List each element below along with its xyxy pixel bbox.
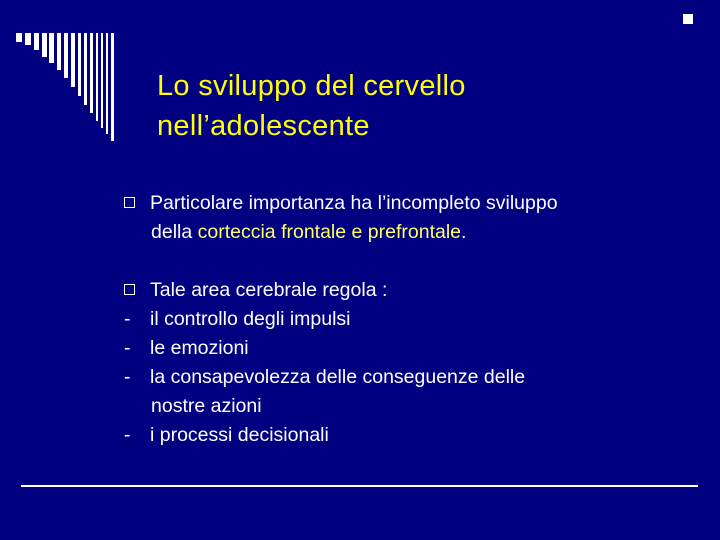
dash-bullet: - xyxy=(124,424,131,446)
stripe-bar xyxy=(34,33,39,50)
stripe-bar xyxy=(78,33,81,96)
slide-body xyxy=(124,189,704,450)
stripe-bar xyxy=(25,33,31,45)
title-line-1: Lo sviluppo del cervello xyxy=(157,70,466,102)
continuation-suffix: . xyxy=(461,221,467,243)
bullet-text: Particolare importanza ha l’incompleto sviluppo xyxy=(150,192,558,214)
stripe-bar xyxy=(57,33,61,70)
list-item-continuation: nostre azioni xyxy=(151,395,262,417)
slide-title xyxy=(157,66,697,146)
stripe-bar xyxy=(90,33,93,113)
stripe-bar xyxy=(111,33,114,141)
bullet-text: Tale area cerebrale regola : xyxy=(150,279,388,301)
stripe-bar xyxy=(84,33,87,105)
spacer xyxy=(124,247,704,276)
list-item xyxy=(124,334,704,363)
stripe-bar xyxy=(96,33,98,121)
stripe-bar xyxy=(42,33,47,57)
square-bullet-icon xyxy=(124,284,135,295)
dash-bullet: - xyxy=(124,337,131,359)
highlighted-text: corteccia frontale e prefrontale xyxy=(197,221,462,243)
dash-bullet: - xyxy=(124,308,131,330)
list-item xyxy=(124,363,704,392)
stripe-bar xyxy=(16,33,22,42)
list-item-text: la consapevolezza delle conseguenze delle xyxy=(150,366,526,388)
list-item-text: i processi decisionali xyxy=(150,424,329,446)
list-item-text: le emozioni xyxy=(150,337,249,359)
stripe-bar xyxy=(101,33,103,128)
list-item xyxy=(124,421,704,450)
stripe-bar xyxy=(71,33,75,87)
bullet-point-1 xyxy=(124,189,704,218)
stripe-bar xyxy=(683,14,693,24)
bullet-point-2 xyxy=(124,276,704,305)
continuation-prefix: della xyxy=(151,221,198,243)
list-item xyxy=(124,305,704,334)
title-line-2: nell’adolescente xyxy=(157,110,370,142)
stripe-bar xyxy=(64,33,68,78)
stripe-bar xyxy=(49,33,54,63)
square-bullet-icon xyxy=(124,197,135,208)
bottom-rule xyxy=(21,485,698,487)
list-item-text: il controllo degli impulsi xyxy=(150,308,351,330)
dash-bullet: - xyxy=(124,366,131,388)
stripe-bar xyxy=(106,33,108,134)
bullet-point-1-continuation xyxy=(124,218,704,247)
